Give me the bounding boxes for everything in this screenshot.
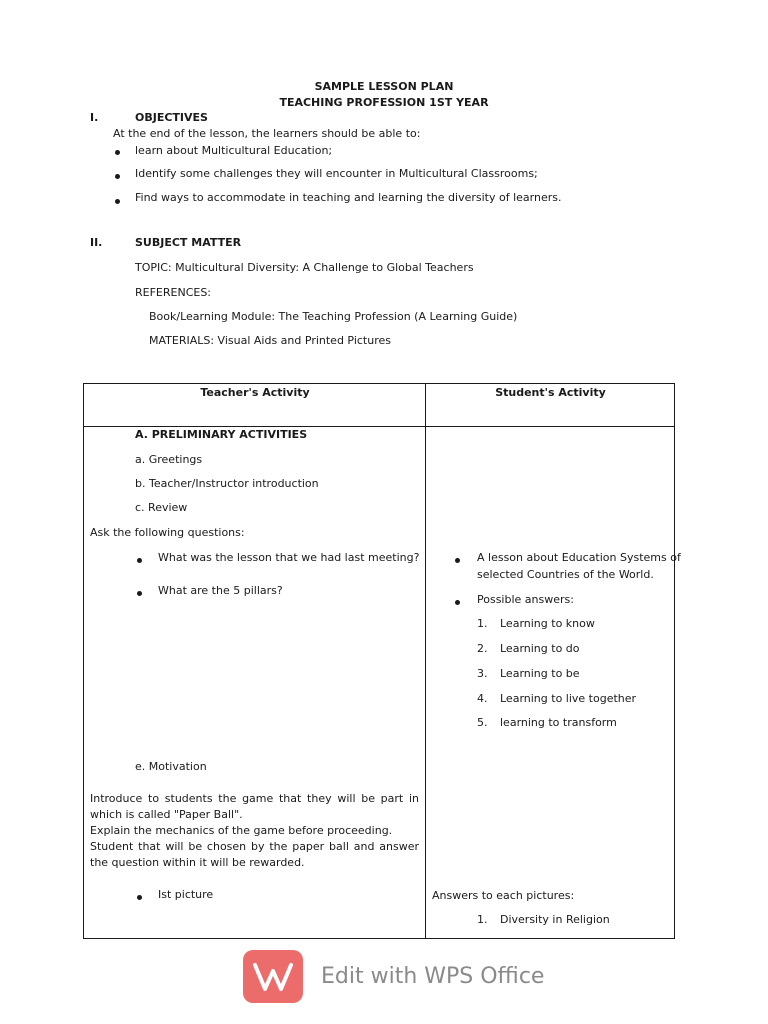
topic-line: TOPIC: Multicultural Diversity: A Challenge to Global Teachers [135,261,474,274]
teacher-header-cell [84,384,426,427]
document-subtitle: TEACHING PROFESSION 1ST YEAR [279,96,489,109]
pillar-item: Learning to live together [500,692,637,705]
question-item: What are the 5 pillars? [158,584,283,597]
wps-logo-icon [243,950,303,1003]
bullet-icon [137,558,142,563]
teacher-activity-header: Teacher's Activity [200,386,310,399]
section-numeral-objectives: I. [90,111,99,124]
answer-number: 1. [477,913,488,926]
pillar-number: 4. [477,692,488,705]
bullet-icon [115,199,120,204]
bullet-icon [115,150,120,155]
activity-greetings: a. Greetings [135,453,203,466]
pillar-number: 3. [477,667,488,680]
pillar-number: 1. [477,617,488,630]
materials-line: MATERIALS: Visual Aids and Printed Pictures [149,334,391,347]
activity-motivation: e. Motivation [135,760,207,773]
motivation-paragraph-2: Explain the mechanics of the game before proceeding. [90,824,393,837]
student-activity-cell [426,427,681,939]
answer-line: A lesson about Education Systems of [477,551,681,564]
wps-watermark-text: Edit with WPS Office [321,964,545,989]
pillar-number: 5. [477,716,488,729]
objective-item: Find ways to accommodate in teaching and learning the diversity of learners. [135,191,562,204]
subject-matter-heading: SUBJECT MATTER [135,236,242,249]
book-reference: Book/Learning Module: The Teaching Profession (A Learning Guide) [149,310,518,323]
wps-watermark [243,950,544,1003]
possible-answers-label: Possible answers: [477,593,574,606]
picture-item: Ist picture [158,888,214,901]
question-item: What was the lesson that we had last meeting? [158,551,420,564]
motivation-paragraph-3: Student that will be chosen by the paper ball and answer the question within it will be rewarded. [90,840,419,869]
references-label: REFERENCES: [135,286,212,299]
student-activity-header: Student's Activity [495,386,606,399]
answer-item: Diversity in Religion [500,913,610,926]
teacher-activity-cell [84,427,426,939]
activity-table [83,383,681,939]
bullet-icon [137,591,142,596]
bullet-icon [455,558,460,563]
objectives-heading: OBJECTIVES [135,111,208,124]
document-title: SAMPLE LESSON PLAN [314,80,454,93]
pillar-number: 2. [477,642,488,655]
pillar-item: learning to transform [500,716,617,729]
bullet-icon [455,600,460,605]
motivation-paragraph-1: Introduce to students the game that they will be part in which is called "Paper Ball". [90,792,419,821]
section-numeral-subject: II. [90,236,103,249]
activity-introduction: b. Teacher/Instructor introduction [135,477,319,490]
preliminary-activities-heading: A. PRELIMINARY ACTIVITIES [135,428,308,441]
student-header-cell [426,384,675,427]
bullet-icon [115,174,120,179]
objectives-intro: At the end of the lesson, the learners should be able to: [113,127,421,140]
answers-intro: Answers to each pictures: [432,889,575,902]
pillar-item: Learning to do [500,642,580,655]
answer-line: selected Countries of the World. [477,568,654,581]
pillar-item: Learning to be [500,667,580,680]
pillar-item: Learning to know [500,617,595,630]
activity-review: c. Review [135,501,188,514]
objective-item: learn about Multicultural Education; [135,144,333,157]
objective-item: Identify some challenges they will encounter in Multicultural Classrooms; [135,167,538,180]
ask-questions-label: Ask the following questions: [90,526,245,539]
bullet-icon [137,895,142,900]
